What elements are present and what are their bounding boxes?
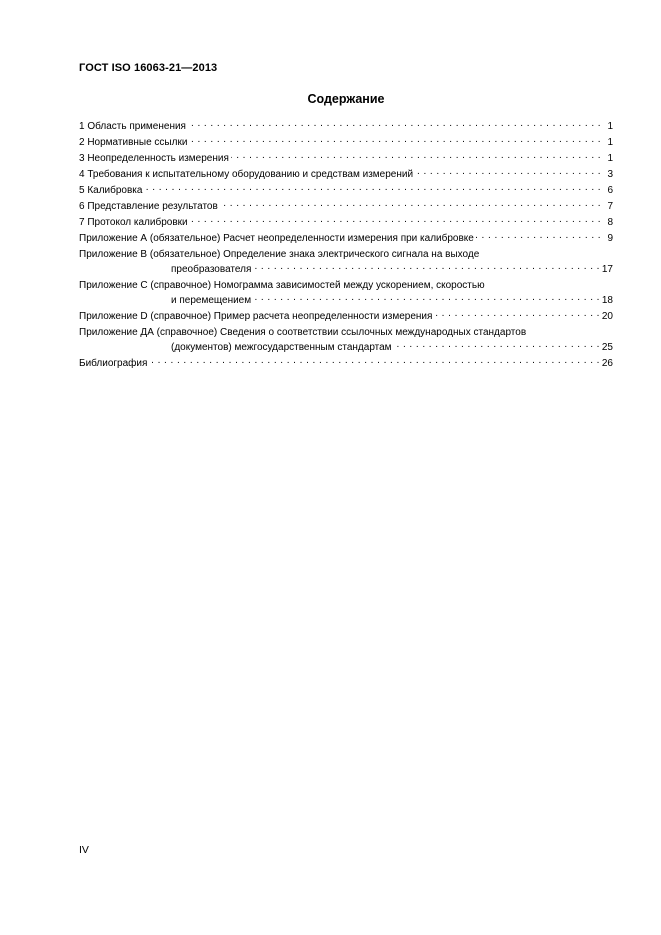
toc-title: Содержание: [307, 92, 385, 106]
toc-leader-dots: [476, 231, 601, 241]
toc-leader-dots: [149, 356, 599, 366]
toc-entry[interactable]: [79, 278, 613, 309]
toc-entry-page: 1: [607, 121, 613, 132]
toc-entry-label: 4 Требования к испытательному оборудованию и средствам измерений: [79, 169, 414, 180]
toc-entry-label-continued: (документов) межгосударственным стандартам: [171, 342, 392, 353]
toc-entry-label: Приложение D (справочное) Пример расчета неопределенности измерения: [79, 311, 433, 322]
toc-entry-page: 26: [601, 358, 613, 369]
toc-entry[interactable]: [79, 215, 613, 231]
toc-entry[interactable]: [79, 135, 613, 151]
toc-entry-first-line: [79, 325, 613, 340]
toc-entry-label: 1 Область применения: [79, 121, 186, 132]
toc-entry-page: 3: [607, 169, 613, 180]
toc-leader-dots: [434, 309, 599, 319]
toc-entry-continuation: [79, 293, 613, 309]
toc-entry-page: 1: [607, 137, 613, 148]
toc-entry-page: 17: [601, 264, 613, 275]
toc-entry-first-line: [79, 247, 613, 262]
toc-leader-dots: [415, 167, 601, 177]
toc-entry-page: 6: [607, 185, 613, 196]
toc-entry[interactable]: [79, 119, 613, 135]
toc-entry-label: Приложение А (обязательное) Расчет неопределенности измерения при калибровке: [79, 233, 474, 244]
toc-entry-label: 7 Протокол калибровки: [79, 217, 188, 228]
toc-entry-label: 6 Представление результатов: [79, 201, 218, 212]
document-code-header: ГОСТ ISO 16063-21—2013: [79, 62, 218, 74]
toc-leader-dots: [231, 151, 601, 161]
toc-entry[interactable]: [79, 309, 613, 325]
toc-entry[interactable]: [79, 325, 613, 356]
toc-entry-page: 8: [607, 217, 613, 228]
toc-leader-dots: [144, 183, 601, 193]
toc-entry-continuation: [79, 262, 613, 278]
table-of-contents: [79, 119, 613, 372]
toc-entry[interactable]: [79, 167, 613, 183]
toc-leader-dots: [253, 293, 600, 303]
toc-entry-label: 2 Нормативные ссылки: [79, 137, 188, 148]
toc-leader-dots: [220, 199, 601, 209]
toc-entry-label: Приложение ДА (справочное) Сведения о соответствии ссылочных международных стандартов: [79, 327, 527, 338]
toc-entry-label: 5 Калибровка: [79, 185, 143, 196]
toc-entry-page: 20: [601, 311, 613, 322]
toc-entry-continuation: [79, 340, 613, 356]
toc-entry[interactable]: [79, 183, 613, 199]
toc-leader-dots: [253, 262, 600, 272]
toc-entry-page: 7: [607, 201, 613, 212]
toc-entry-page: 1: [607, 153, 613, 164]
toc-entry[interactable]: [79, 247, 613, 278]
toc-entry-label: Приложение В (обязательное) Определение знака электрического сигнала на выходе: [79, 249, 480, 260]
toc-entry[interactable]: [79, 199, 613, 215]
toc-leader-dots: [188, 119, 601, 129]
toc-entry[interactable]: [79, 231, 613, 247]
toc-leader-dots: [190, 215, 601, 225]
toc-entry-first-line: [79, 278, 613, 293]
toc-entry-label: 3 Неопределенность измерения: [79, 153, 229, 164]
toc-entry-label-continued: и перемещением: [171, 295, 252, 306]
toc-entry-page: 18: [601, 295, 613, 306]
toc-entry-label: Библиография: [79, 358, 148, 369]
toc-entry[interactable]: [79, 356, 613, 372]
toc-entry-page: 9: [607, 233, 613, 244]
page-number: IV: [79, 844, 89, 856]
toc-entry-label-continued: преобразователя: [171, 264, 252, 275]
toc-leader-dots: [394, 340, 600, 350]
toc-entry-label: Приложение С (справочное) Номограмма зависимостей между ускорением, скоростью: [79, 280, 485, 291]
toc-entry[interactable]: [79, 151, 613, 167]
toc-entry-page: 25: [601, 342, 613, 353]
toc-leader-dots: [189, 135, 601, 145]
